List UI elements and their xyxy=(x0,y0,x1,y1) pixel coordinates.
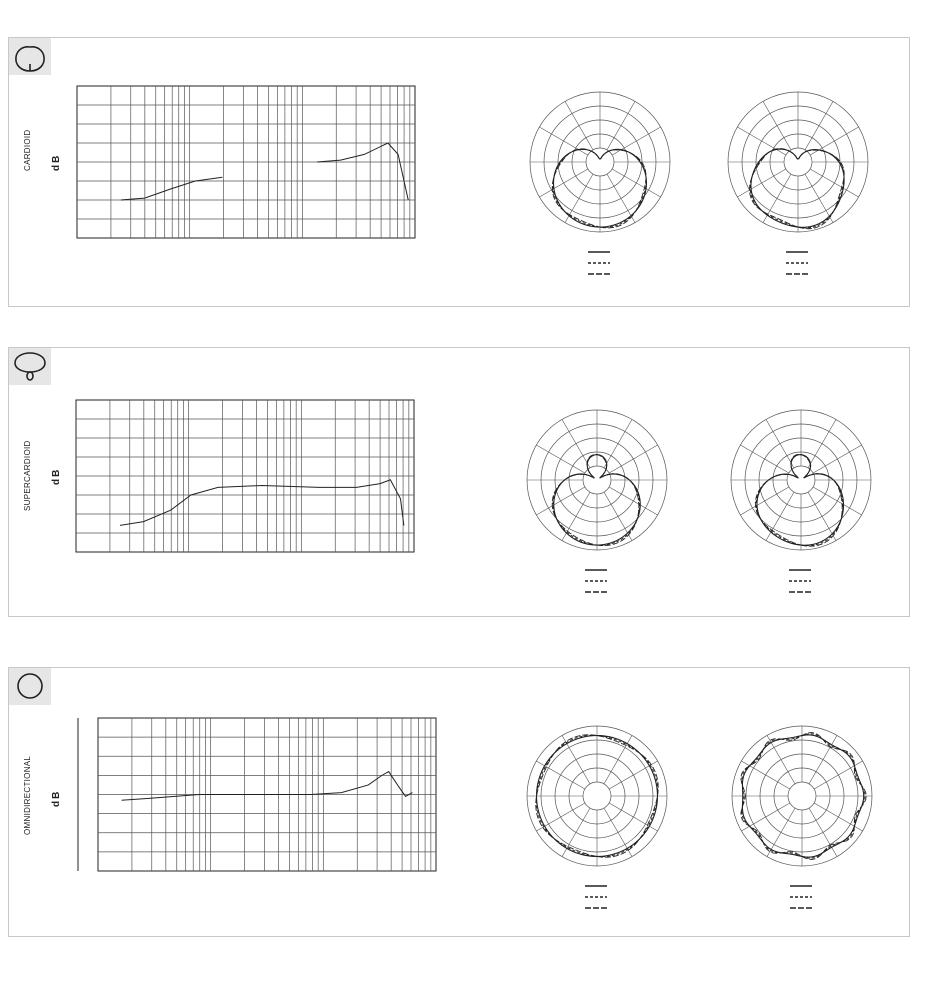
polar-spoke xyxy=(607,101,635,149)
polar-plot-left xyxy=(527,726,667,908)
polar-ring xyxy=(583,466,611,494)
polar-spoke xyxy=(813,445,861,473)
polar-spoke xyxy=(536,761,584,789)
polar-spoke xyxy=(741,803,789,831)
polar-spoke xyxy=(805,101,833,149)
cardioid-graphics xyxy=(9,38,911,308)
polar-pattern-curve xyxy=(552,149,646,228)
polar-spoke xyxy=(810,169,858,197)
polar-spoke xyxy=(740,445,788,473)
db-axis-label: dB xyxy=(51,467,62,485)
polar-spoke xyxy=(562,419,590,467)
supercardioid-panel xyxy=(8,347,910,617)
polar-spoke xyxy=(612,127,660,155)
omnidirectional-panel xyxy=(8,667,910,937)
polar-pattern-curve xyxy=(756,455,843,546)
polar-spoke xyxy=(609,803,657,831)
polar-spoke xyxy=(741,761,789,789)
db-axis-label: dB xyxy=(51,789,62,807)
polar-spoke xyxy=(536,487,584,515)
polar-spoke xyxy=(604,735,632,783)
polar-spoke xyxy=(808,492,836,540)
polar-ring xyxy=(583,782,611,810)
cardioid-panel xyxy=(8,37,910,307)
polar-pattern-curve xyxy=(750,149,844,228)
polar-spoke xyxy=(766,492,794,540)
polar-spoke xyxy=(539,169,587,197)
polar-spoke xyxy=(766,419,794,467)
polar-spoke xyxy=(808,419,836,467)
polar-spoke xyxy=(604,419,632,467)
frequency-response-chart xyxy=(76,400,414,552)
pattern-label: CARDIOID xyxy=(23,129,32,171)
polar-pattern-curve xyxy=(750,149,845,229)
polar-spoke xyxy=(609,445,657,473)
polar-ring xyxy=(586,148,614,176)
polar-spoke xyxy=(565,101,593,149)
polar-ring xyxy=(784,148,812,176)
polar-spoke xyxy=(810,127,858,155)
polar-spoke xyxy=(737,127,785,155)
response-curve xyxy=(120,480,404,526)
pattern-label: OMNIDIRECTIONAL xyxy=(23,755,32,835)
polar-spoke xyxy=(609,487,657,515)
polar-spoke xyxy=(562,808,590,856)
response-curve xyxy=(317,143,408,200)
polar-spoke xyxy=(536,445,584,473)
polar-plot-left xyxy=(527,410,667,592)
polar-plot-right xyxy=(732,726,872,908)
polar-pattern-curve xyxy=(755,454,842,546)
polar-spoke xyxy=(740,487,788,515)
polar-plot-left xyxy=(530,92,670,274)
polar-plot-right xyxy=(731,410,871,592)
polar-spoke xyxy=(814,803,862,831)
polar-spoke xyxy=(805,174,833,222)
db-axis-label: dB xyxy=(51,153,62,171)
frequency-response-chart xyxy=(77,86,415,238)
pattern-label: SUPERCARDIOID xyxy=(23,440,32,511)
polar-spoke xyxy=(809,735,837,783)
frequency-response-chart xyxy=(78,718,436,871)
polar-spoke xyxy=(763,101,791,149)
polar-spoke xyxy=(539,127,587,155)
polar-plot-right xyxy=(728,92,868,274)
polar-spoke xyxy=(612,169,660,197)
polar-spoke xyxy=(809,808,837,856)
polar-spoke xyxy=(813,487,861,515)
response-curve xyxy=(122,772,413,801)
supercardioid-graphics xyxy=(9,348,911,618)
polar-spoke xyxy=(737,169,785,197)
polar-spoke xyxy=(814,761,862,789)
polar-ring xyxy=(787,466,815,494)
polar-ring xyxy=(788,782,816,810)
response-curve xyxy=(121,177,222,200)
omnidirectional-graphics xyxy=(9,668,911,938)
